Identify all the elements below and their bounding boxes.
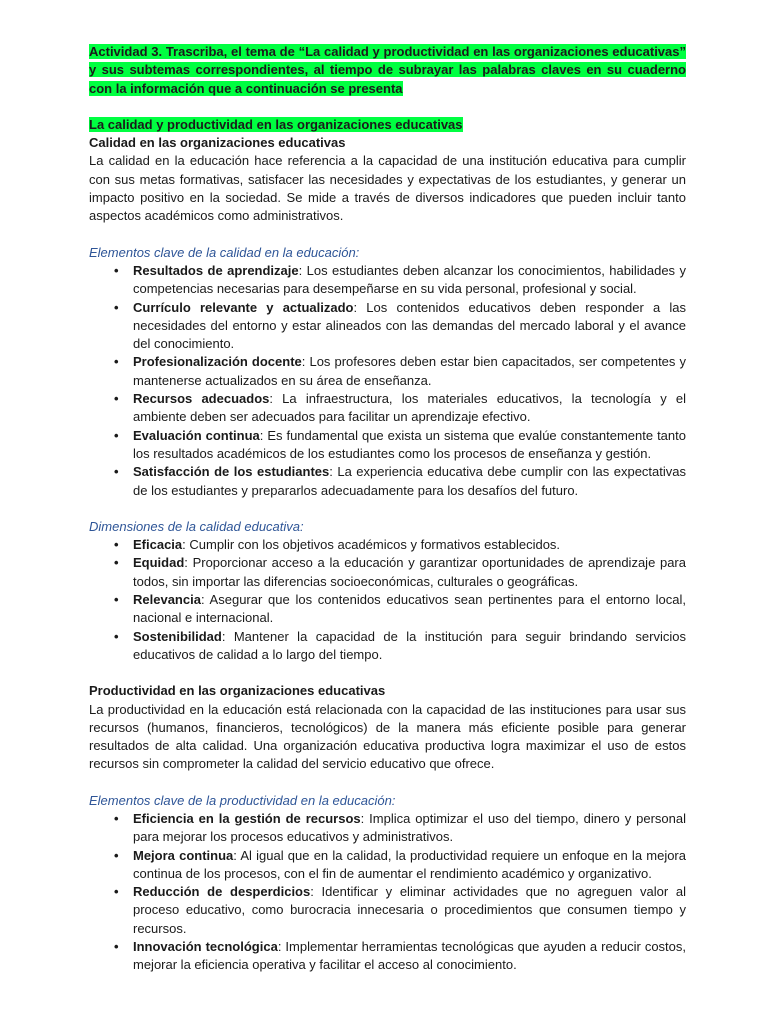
list-item [89,591,686,628]
calidad-paragraph: La calidad en la educación hace referencia a la capacidad de una institución educativa para cumplir con sus metas formativas, satisfacer las necesidades y expectativas de los estudiantes, y generar un impacto positivo en la sociedad. Se mide a través de diversos indicadores que pueden incluir tanto aspectos académicos como administrativos. [89,153,686,224]
list-item-text: : Los estudiantes deben alcanzar los conocimientos, habilidades y competencias necesarias para desempeñarse en su vida personal, profesional y social. [133,262,686,297]
list-item-text: : Mantener la capacidad de la institución para seguir brindando servicios educativos de calidad a lo largo del tiempo. [133,628,686,662]
list-item-term: Satisfacción de los estudiantes [133,464,330,480]
list-item-term: Relevancia [133,592,201,608]
list-item-term: Currículo relevante y actualizado [133,299,354,315]
list-item-text: : Los contenidos educativos deben responder a las necesidades del entorno y estar alineados con las demandas del mercado laboral y el avance del conocimiento. [133,299,687,352]
list-item [89,938,686,975]
elementos-calidad-heading: Elementos clave de la calidad en la educación: [89,244,360,260]
list-item [89,810,686,847]
list-item [89,628,686,665]
bullet-icon: • [114,464,119,480]
list-item [89,883,686,938]
list-item-term: Recursos adecuados [133,391,270,407]
list-item [89,554,686,591]
bullet-icon: • [114,592,119,608]
list-item [89,847,686,884]
list-item-term: Sostenibilidad [133,628,222,644]
list-item-term: Innovación tecnológica [133,939,278,955]
list-item-text: : La infraestructura, los materiales educativos, la tecnología y el ambiente deben ser adecuados para facilitar un aprendizaje efectivo. [133,391,687,425]
list-item [89,536,686,554]
list-item-term: Mejora continua [133,847,234,863]
list-item-term: Eficiencia en la gestión de recursos [133,810,361,826]
list-item-text: : Es fundamental que exista un sistema que evalúe constantemente tanto los resultados académicos de los estudiantes como los procesos de enseñanza y gestión. [133,427,686,461]
intro-highlight: Actividad 3. Trascriba, el tema de “La calidad y productividad en las organizaciones educativas” y sus subtemas correspondientes, al tiempo de subrayar las palabras claves en su cuaderno con la información que a continuación se presenta [89,44,686,96]
bullet-icon: • [114,391,119,407]
document-page [89,43,686,975]
bullet-icon: • [114,847,119,863]
list-item [89,390,686,427]
bullet-icon: • [114,939,119,955]
calidad-heading: Calidad en las organizaciones educativas [89,135,346,151]
list-item-text: : Al igual que en la calidad, la productividad requiere un enfoque en la mejora continua de los procesos, con el fin de aumentar el rendimiento académico y organizativo. [133,847,686,881]
productividad-paragraph: La productividad en la educación está relacionada con la capacidad de las instituciones para usar sus recursos (humanos, financieros, tecnológicos) de la manera más eficiente posible para generar resultados de alta calidad. Una organización educativa productiva logra maximizar el uso de estos recursos sin comprometer la calidad del servicio educativo que ofrece. [89,701,686,772]
bullet-icon: • [114,537,119,553]
elementos-productividad-list [89,810,686,975]
spacer [89,226,686,244]
list-item-term: Resultados de aprendizaje [133,262,299,278]
list-item-term: Profesionalización docente [133,354,302,370]
list-item-text: : Proporcionar acceso a la educación y garantizar oportunidades de aprendizaje para todos, sin importar las diferencias socioeconómicas, culturales o geográficas. [133,555,686,589]
list-item-text: : Cumplir con los objetivos académicos y formativos establecidos. [182,537,561,553]
list-item-text: : Implementar herramientas tecnológicas que ayuden a reducir costos, mejorar la eficiencia operativa y facilitar el acceso al conocimiento. [133,939,687,973]
spacer [89,774,686,792]
list-item-term: Reducción de desperdicios [133,884,311,900]
elementos-calidad-list [89,262,686,500]
dimensiones-heading: Dimensiones de la calidad educativa: [89,518,304,534]
bullet-icon: • [114,262,119,278]
list-item [89,262,686,299]
list-item [89,463,686,500]
list-item-text: : Implica optimizar el uso del tiempo, dinero y personal para mejorar los procesos educativos y administrativos. [133,810,686,845]
main-title-highlight: La calidad y productividad en las organizaciones educativas [89,116,463,132]
list-item-text: : Identificar y eliminar actividades que no agreguen valor al proceso educativo, como burocracia innecesaria o procedimientos que consumen tiempo y recursos. [133,884,686,936]
list-item-text: : Asegurar que los contenidos educativos sean pertinentes para el entorno local, nacional e internacional. [133,592,686,626]
bullet-icon: • [114,299,119,315]
list-item [89,353,686,390]
list-item-text: : Los profesores deben estar bien capacitados, ser competentes y mantenerse actualizados en su área de enseñanza. [133,354,686,388]
list-item-term: Equidad [133,555,185,571]
spacer [89,664,686,682]
spacer [89,500,686,518]
bullet-icon: • [114,810,119,826]
bullet-icon: • [114,555,119,571]
list-item [89,299,686,354]
bullet-icon: • [114,427,119,443]
list-item-term: Eficacia [133,537,183,553]
elementos-productividad-heading: Elementos clave de la productividad en la educación: [89,792,396,808]
list-item [89,427,686,464]
productividad-heading: Productividad en las organizaciones educativas [89,683,386,699]
main-title [89,116,686,134]
bullet-icon: • [114,354,119,370]
list-item-term: Evaluación continua [133,427,260,443]
spacer [89,98,686,116]
list-item-text: : La experiencia educativa debe cumplir con las expectativas de los estudiantes y prepararlos adecuadamente para los desafíos del futuro. [133,464,686,498]
dimensiones-list [89,536,686,664]
bullet-icon: • [114,884,119,900]
activity-instructions [89,43,686,98]
bullet-icon: • [114,628,119,644]
